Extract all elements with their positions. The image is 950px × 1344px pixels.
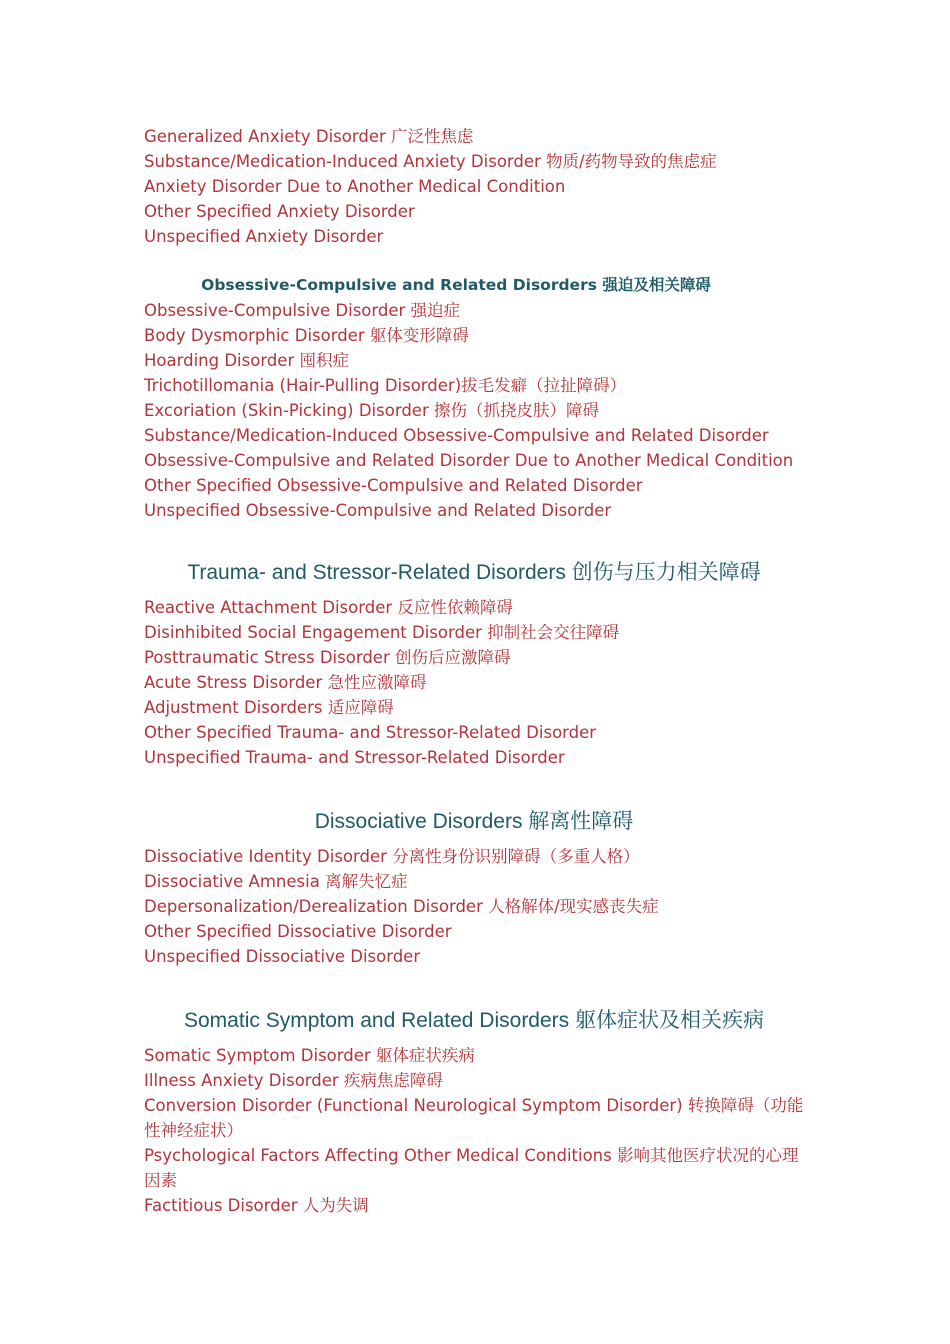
- list-item: Acute Stress Disorder 急性应激障碍: [144, 673, 427, 692]
- list-item: Unspecified Trauma- and Stressor-Related Disorder: [144, 748, 565, 767]
- list-item: Obsessive-Compulsive Disorder 强迫症: [144, 301, 461, 320]
- list-item: Conversion Disorder (Functional Neurological Symptom Disorder) 转换障碍（功能性神经症状）: [144, 1096, 804, 1140]
- list-item: Unspecified Dissociative Disorder: [144, 947, 421, 966]
- list-item: Substance/Medication-Induced Anxiety Disorder 物质/药物导致的焦虑症: [144, 152, 717, 171]
- list-item: Adjustment Disorders 适应障碍: [144, 698, 394, 717]
- list-item: Other Specified Trauma- and Stressor-Related Disorder: [144, 723, 597, 742]
- section-heading: Dissociative Disorders 解离性障碍: [314, 810, 634, 833]
- list-item: Trichotillomania (Hair-Pulling Disorder)拔毛发癖（拉扯障碍）: [144, 376, 627, 395]
- somatic-section: [144, 1007, 804, 1218]
- list-item: Factitious Disorder 人为失调: [144, 1196, 369, 1215]
- trauma-section: [144, 559, 804, 770]
- list-item: Other Specified Dissociative Disorder: [144, 922, 452, 941]
- list-item: Anxiety Disorder Due to Another Medical Condition: [144, 177, 566, 196]
- list-item: Hoarding Disorder 囤积症: [144, 351, 349, 370]
- list-item: Unspecified Anxiety Disorder: [144, 227, 384, 246]
- ocd-section: [144, 273, 804, 523]
- list-item: Substance/Medication-Induced Obsessive-Compulsive and Related Disorder: [144, 426, 769, 445]
- list-item: Dissociative Amnesia 离解失忆症: [144, 872, 408, 891]
- anxiety-disorders-list: [144, 124, 804, 249]
- list-item: Reactive Attachment Disorder 反应性依赖障碍: [144, 598, 513, 617]
- list-item: Body Dysmorphic Disorder 躯体变形障碍: [144, 326, 469, 345]
- list-item: Illness Anxiety Disorder 疾病焦虑障碍: [144, 1071, 443, 1090]
- list-item: Disinhibited Social Engagement Disorder 抑制社会交往障碍: [144, 623, 620, 642]
- list-item: Other Specified Obsessive-Compulsive and Related Disorder: [144, 476, 643, 495]
- list-item: Other Specified Anxiety Disorder: [144, 202, 415, 221]
- list-item: Unspecified Obsessive-Compulsive and Related Disorder: [144, 501, 612, 520]
- list-item: Excoriation (Skin-Picking) Disorder 擦伤（抓挠皮肤）障碍: [144, 401, 599, 420]
- section-heading: Somatic Symptom and Related Disorders 躯体症状及相关疾病: [184, 1009, 764, 1032]
- list-item: Psychological Factors Affecting Other Medical Conditions 影响其他医疗状况的心理因素: [144, 1146, 799, 1190]
- dissociative-section: [144, 808, 804, 969]
- list-item: Obsessive-Compulsive and Related Disorder Due to Another Medical Condition: [144, 451, 794, 470]
- list-item: Generalized Anxiety Disorder 广泛性焦虑: [144, 127, 474, 146]
- list-item: Depersonalization/Derealization Disorder 人格解体/现实感丧失症: [144, 897, 659, 916]
- list-item: Dissociative Identity Disorder 分离性身份识别障碍（多重人格）: [144, 847, 640, 866]
- section-heading: Trauma- and Stressor-Related Disorders 创伤与压力相关障碍: [187, 561, 761, 584]
- list-item: Posttraumatic Stress Disorder 创伤后应激障碍: [144, 648, 511, 667]
- list-item: Somatic Symptom Disorder 躯体症状疾病: [144, 1046, 475, 1065]
- section-heading: Obsessive-Compulsive and Related Disorders 强迫及相关障碍: [201, 276, 711, 294]
